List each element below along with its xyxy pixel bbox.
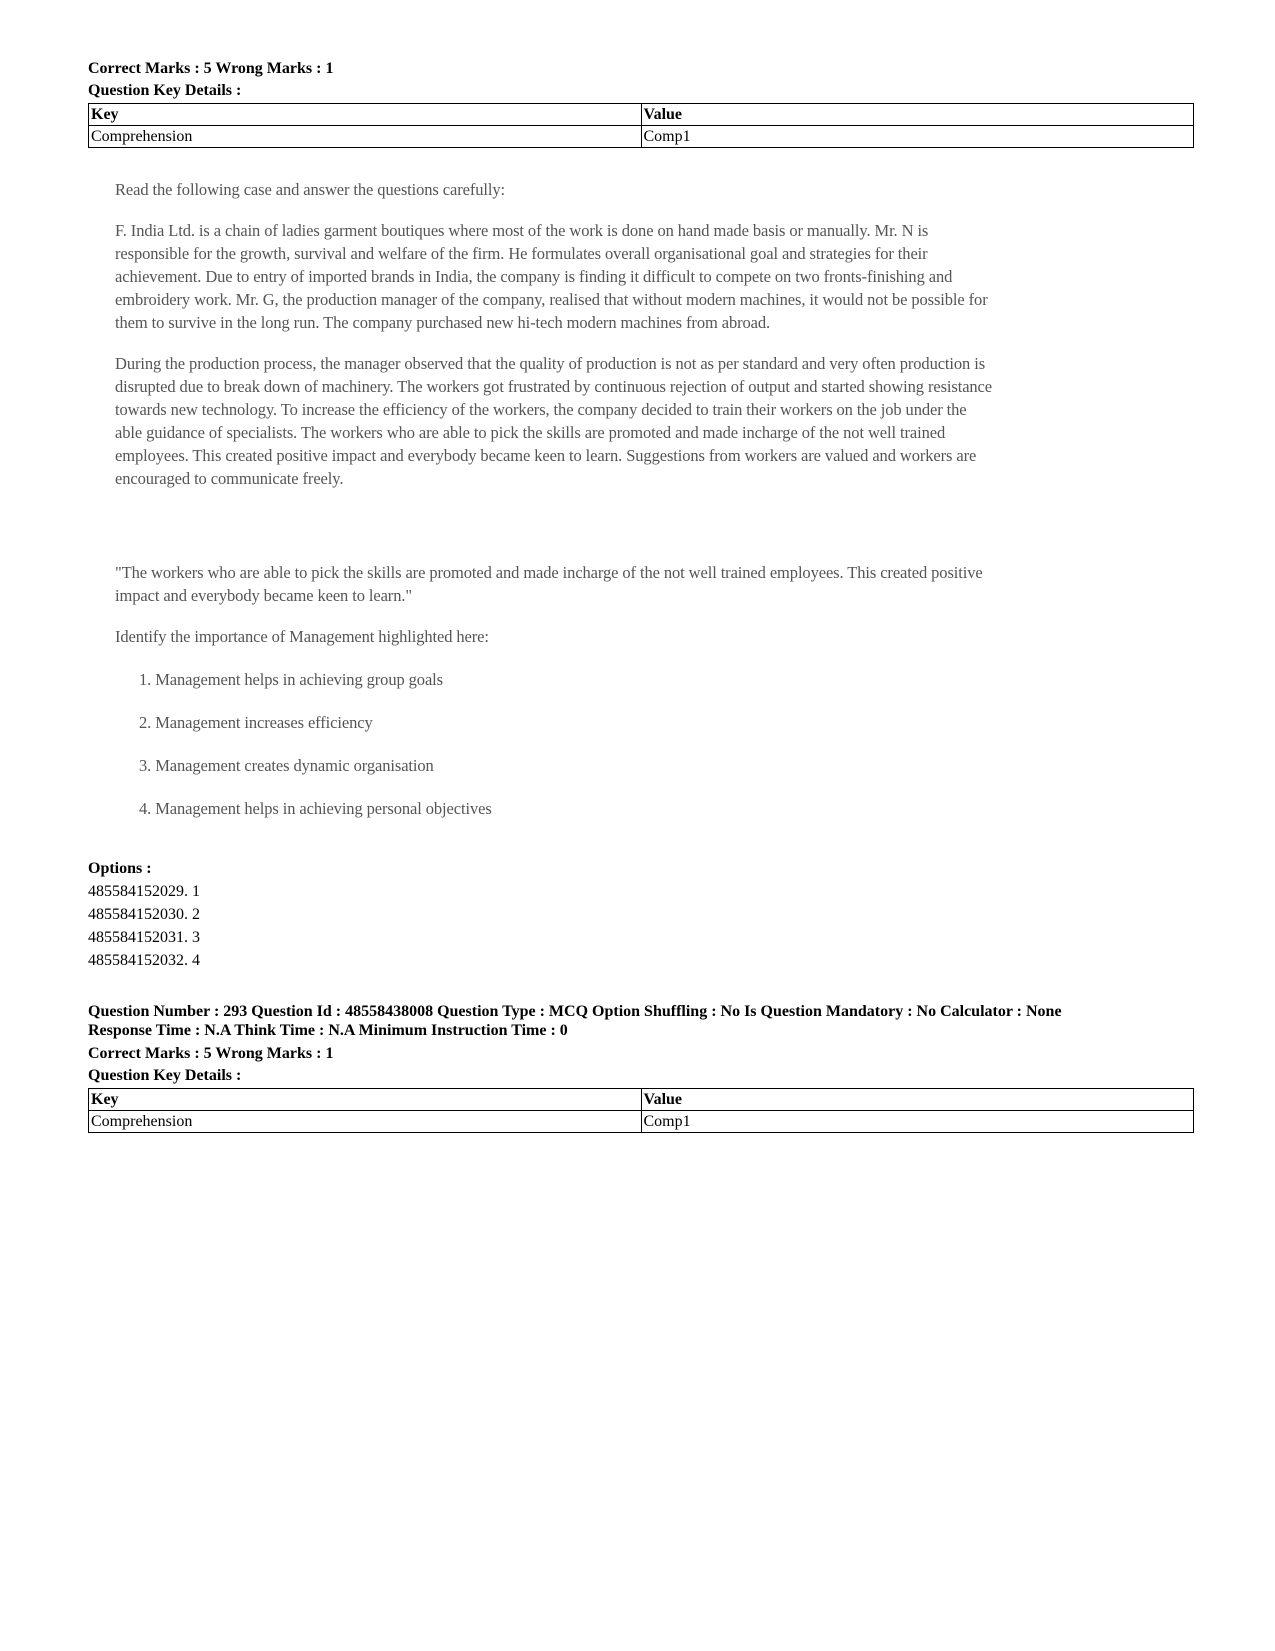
passage-paragraph-2: During the production process, the manager observed that the quality of production is not as per standard and very often production is disrupted due to break down of machinery. The workers got frustrated by continuous rejection of output and started showing resistance towards new technology. To increase the efficiency of the workers, the company decided to train their workers on the job under the able guidance of specialists. The workers who are able to pick the skills are promoted and made incharge of the not well trained employees. This created positive impact and everybody became keen to learn. Suggestions from workers are valued and workers are encouraged to communicate freely. bbox=[115, 354, 993, 488]
options-label: Options : bbox=[88, 860, 152, 877]
choice-item: 1. Management helps in achieving group goals bbox=[139, 670, 443, 689]
choice-item: 4. Management helps in achieving personal objectives bbox=[139, 799, 492, 818]
passage-paragraph-1: F. India Ltd. is a chain of ladies garment boutiques where most of the work is done on hand made basis or manually. Mr. N is responsible for the growth, survival and welfare of the firm. He formulates overall organisational goal and strategies for their achievement. Due to entry of imported brands in India, the company is finding it difficult to compete on two fronts-finishing and embroidery work. Mr. G, the production manager of the company, realised that without modern machines, it would not be possible for them to survive in the long run. The company purchased new hi-tech modern machines from abroad. bbox=[115, 221, 988, 332]
table-header-key: Key bbox=[89, 1089, 642, 1111]
document-page bbox=[88, 58, 1198, 1133]
key-details-label: Question Key Details : bbox=[88, 82, 242, 99]
key-details-label: Question Key Details : bbox=[88, 1067, 242, 1084]
table-header-value: Value bbox=[641, 104, 1194, 126]
marks-line: Correct Marks : 5 Wrong Marks : 1 bbox=[88, 1045, 334, 1062]
table-cell-key: Comprehension bbox=[89, 1111, 642, 1133]
question-header-line-1: Question Number : 293 Question Id : 48558438008 Question Type : MCQ Option Shuffling : No Is Question Mandatory : No Calculator : None bbox=[88, 1003, 1062, 1020]
key-value-table bbox=[88, 103, 1194, 148]
table-header-row bbox=[89, 1089, 1194, 1111]
table-row bbox=[89, 126, 1194, 148]
choice-item: 2. Management increases efficiency bbox=[139, 713, 373, 732]
options-section bbox=[88, 858, 1198, 972]
table-cell-key: Comprehension bbox=[89, 126, 642, 148]
choice-item: 3. Management creates dynamic organisation bbox=[139, 756, 434, 775]
question-header-line-2: Response Time : N.A Think Time : N.A Minimum Instruction Time : 0 bbox=[88, 1022, 568, 1039]
choice-list bbox=[115, 668, 995, 840]
scanned-question-image bbox=[115, 178, 995, 840]
passage-question: Identify the importance of Management highlighted here: bbox=[115, 627, 489, 646]
table-header-row bbox=[89, 104, 1194, 126]
next-question-block bbox=[88, 1002, 1198, 1133]
option-item: 485584152032. 4 bbox=[88, 952, 200, 969]
table-header-value: Value bbox=[641, 1089, 1194, 1111]
table-cell-value: Comp1 bbox=[641, 1111, 1194, 1133]
option-item: 485584152030. 2 bbox=[88, 906, 200, 923]
passage-intro: Read the following case and answer the questions carefully: bbox=[115, 180, 505, 199]
table-header-key: Key bbox=[89, 104, 642, 126]
option-item: 485584152029. 1 bbox=[88, 883, 200, 900]
passage-quote: "The workers who are able to pick the skills are promoted and made incharge of the not well trained employees. This created positive impact and everybody became keen to learn." bbox=[115, 563, 983, 605]
table-row bbox=[89, 1111, 1194, 1133]
marks-line: Correct Marks : 5 Wrong Marks : 1 bbox=[88, 60, 334, 77]
key-value-table bbox=[88, 1088, 1194, 1133]
option-item: 485584152031. 3 bbox=[88, 929, 200, 946]
table-cell-value: Comp1 bbox=[641, 126, 1194, 148]
